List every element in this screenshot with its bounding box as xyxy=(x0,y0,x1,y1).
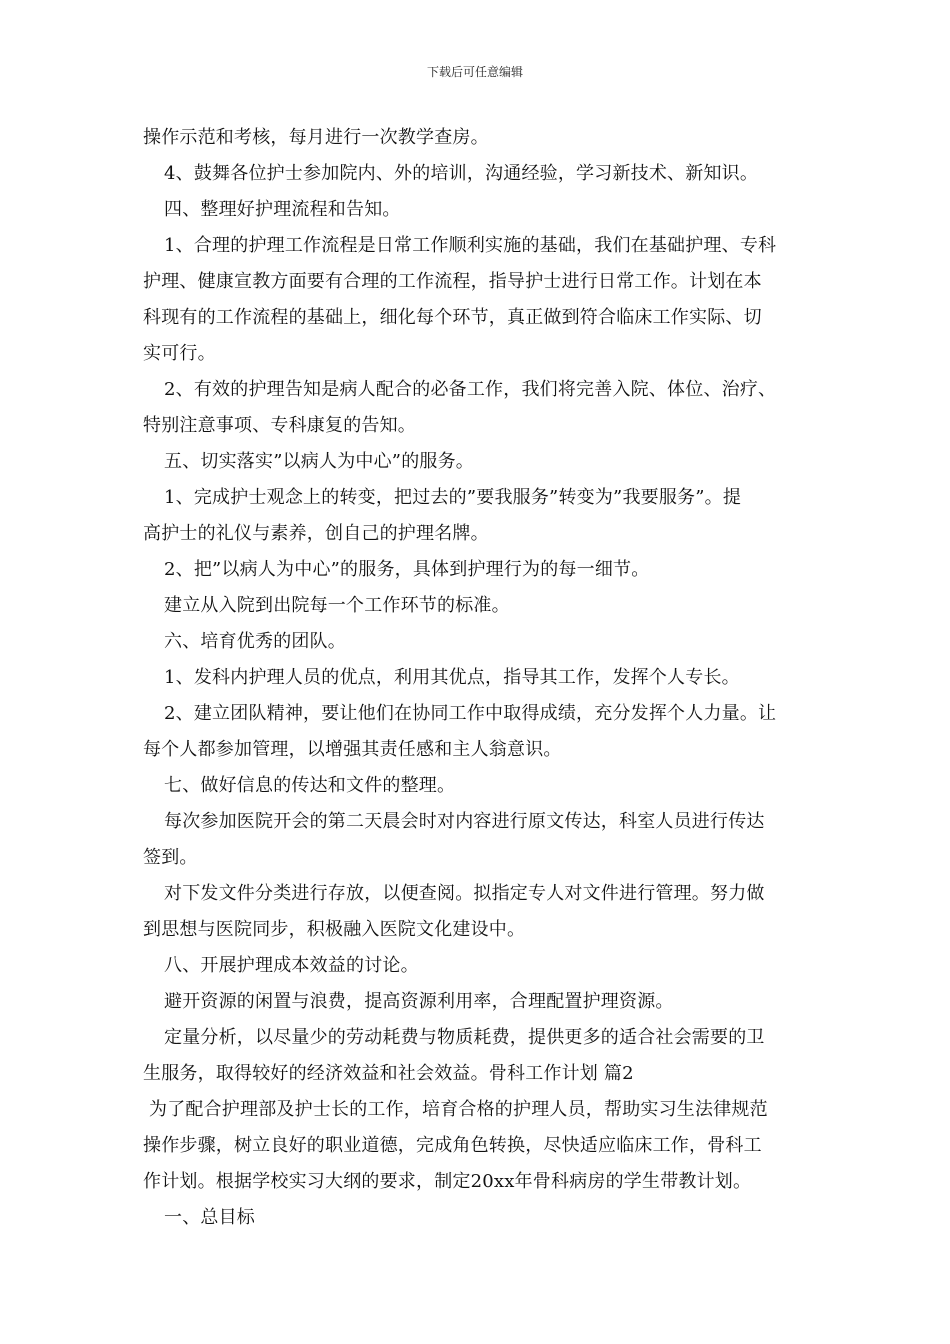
text-line: 操作示范和考核，每月进行一次教学查房。 xyxy=(143,127,489,148)
text-line: 到思想与医院同步，积极融入医院文化建设中。 xyxy=(143,919,526,940)
text-line: 对下发文件分类进行存放，以便查阅。拟指定专人对文件进行管理。努力做 xyxy=(164,883,765,904)
text-line: 特别注意事项、专科康复的告知。 xyxy=(143,415,416,436)
text-line: 建立从入院到出院每一个工作环节的标准。 xyxy=(164,595,510,616)
text-line: 1、合理的护理工作流程是日常工作顺利实施的基础，我们在基础护理、专科 xyxy=(164,235,777,256)
text-line: 每个人都参加管理，以增强其责任感和主人翁意识。 xyxy=(143,739,562,760)
text-line: 1、完成护士观念上的转变，把过去的”要我服务”转变为”我要服务”。提 xyxy=(164,487,742,508)
text-line: 实可行。 xyxy=(143,343,216,364)
text-line: 2、把”以病人为中心”的服务，具体到护理行为的每一细节。 xyxy=(164,559,650,580)
text-line: 4、鼓舞各位护士参加院内、外的培训，沟通经验，学习新技术、新知识。 xyxy=(164,163,759,184)
text-line: 七、做好信息的传达和文件的整理。 xyxy=(164,775,456,796)
text-line: 避开资源的闲置与浪费，提高资源利用率，合理配置护理资源。 xyxy=(164,991,674,1012)
text-line: 操作步骤，树立良好的职业道德，完成角色转换，尽快适应临床工作，骨科工 xyxy=(143,1135,762,1156)
text-line: 生服务，取得较好的经济效益和社会效益。骨科工作计划 篇2 xyxy=(143,1063,634,1084)
text-line: 作计划。根据学校实习大纲的要求，制定20xx年骨科病房的学生带教计划。 xyxy=(143,1171,752,1192)
text-line: 签到。 xyxy=(143,847,198,868)
text-line: 为了配合护理部及护士长的工作，培育合格的护理人员，帮助实习生法律规范 xyxy=(149,1099,768,1120)
text-line: 1、发科内护理人员的优点，利用其优点，指导其工作，发挥个人专长。 xyxy=(164,667,740,688)
document-body xyxy=(143,120,813,1236)
text-line: 定量分析，以尽量少的劳动耗费与物质耗费，提供更多的适合社会需要的卫 xyxy=(164,1027,765,1048)
text-line: 每次参加医院开会的第二天晨会时对内容进行原文传达，科室人员进行传达 xyxy=(164,811,765,832)
text-line: 一、总目标 xyxy=(164,1207,255,1228)
text-line: 六、培育优秀的团队。 xyxy=(164,631,346,652)
text-line: 科现有的工作流程的基础上，细化每个环节，真正做到符合临床工作实际、切 xyxy=(143,307,762,328)
text-line: 四、整理好护理流程和告知。 xyxy=(164,199,401,220)
text-line: 2、建立团队精神，要让他们在协同工作中取得成绩，充分发挥个人力量。让 xyxy=(164,703,777,724)
page-header: 下载后可任意编辑 xyxy=(426,65,523,79)
text-line: 八、开展护理成本效益的讨论。 xyxy=(164,955,419,976)
text-line: 高护士的礼仪与素养，创自己的护理名牌。 xyxy=(143,523,489,544)
text-line: 五、切实落实”以病人为中心”的服务。 xyxy=(164,451,475,472)
text-line: 2、有效的护理告知是病人配合的必备工作，我们将完善入院、体位、治疗、 xyxy=(164,379,777,400)
text-line: 护理、健康宣教方面要有合理的工作流程，指导护士进行日常工作。计划在本 xyxy=(143,271,762,292)
